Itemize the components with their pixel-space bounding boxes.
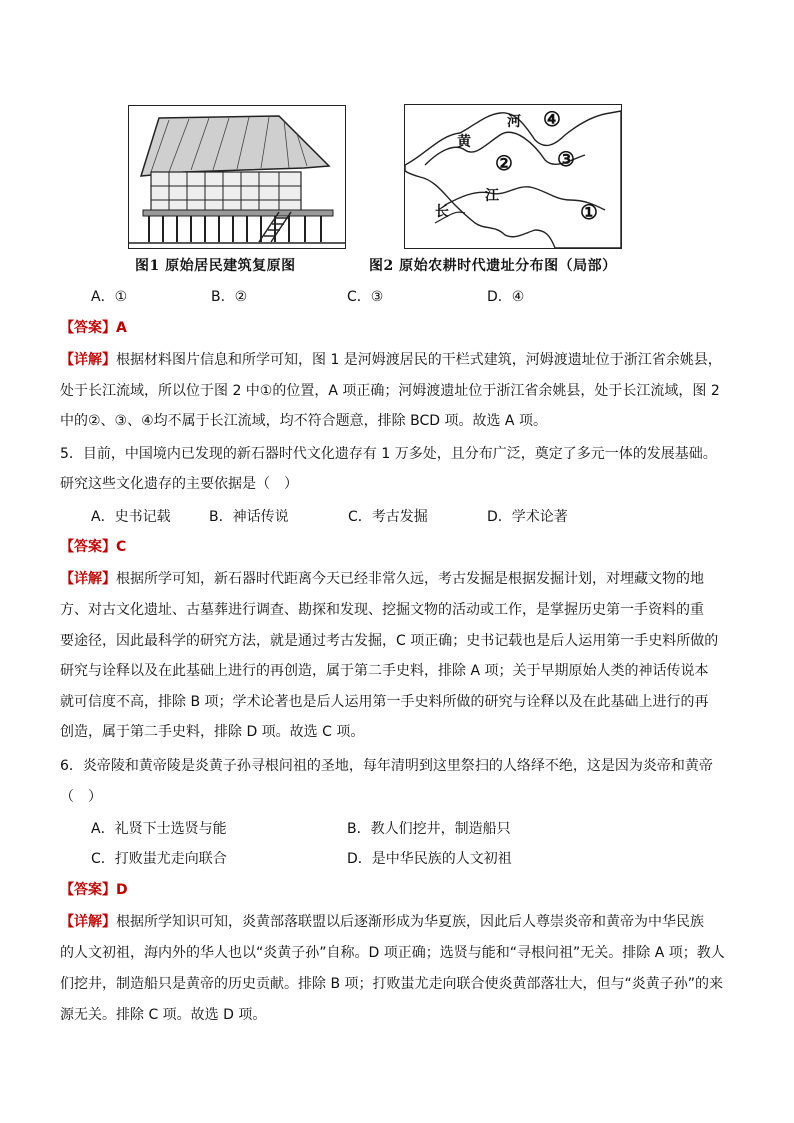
map-site-2: ②: [495, 151, 513, 175]
q4-detail-line-1: [60, 350, 722, 370]
q6-detail-line-1: [60, 912, 704, 932]
q6-stem-line-2: （ ）: [60, 789, 102, 805]
figure-2-caption: 图2 原始农耕时代遗址分布图（局部）: [369, 258, 617, 274]
q4-option-d: D．④: [487, 289, 525, 305]
q6-detail-line-4: 源无关。排除 C 项。故选 D 项。: [60, 1007, 267, 1023]
map-label-he: 河: [507, 114, 521, 130]
q5-stem-line-2: 研究这些文化遗存的主要依据是（ ）: [60, 476, 298, 492]
q6-option-c: C．打败蚩尤走向联合: [91, 851, 227, 867]
detail-tag: 【详解】: [60, 352, 116, 368]
q5-detail-line-1: [60, 569, 704, 589]
q4-option-a: A．①: [91, 289, 128, 305]
q6-option-b: B．教人们挖井，制造船只: [347, 821, 511, 837]
q4-answer: [60, 318, 127, 338]
q5-option-b: B．神话传说: [209, 509, 289, 525]
q5-stem-line-1: 5．目前，中国境内已发现的新石器时代文化遗存有 1 万多处，且分布广泛，奠定了多元一体的发展基础。: [60, 446, 717, 462]
detail-text: 根据材料图片信息和所学可知，图 1 是河姆渡居民的干栏式建筑，河姆渡遗址位于浙江省余姚县，: [116, 352, 722, 368]
figure-1-caption: 图1 原始居民建筑复原图: [135, 258, 296, 274]
q5-detail-line-3: 要途径，因此最科学的研究方法，就是通过考古发掘，C 项正确；史书记载也是后人运用第一手史料所做的: [60, 633, 719, 649]
q5-option-c: C．考古发掘: [348, 509, 428, 525]
q6-option-a: A．礼贤下士选贤与能: [91, 821, 227, 837]
q5-detail-line-6: 创造，属于第二手史料，排除 D 项。故选 C 项。: [60, 724, 365, 740]
q4-detail-line-3: 中的②、③、④均不属于长江流域，均不符合题意，排除 BCD 项。故选 A 项。: [60, 413, 547, 429]
q4-option-c: C．③: [347, 289, 384, 305]
answer-tag: 【答案】: [60, 539, 116, 555]
q6-option-d: D．是中华民族的人文初祖: [347, 851, 512, 867]
detail-text: 根据所学知识可知，炎黄部落联盟以后逐渐形成为华夏族，因此后人尊崇炎帝和黄帝为中华民族: [116, 914, 704, 930]
map-label-huang: 黄: [457, 134, 471, 150]
figure-1-house-image: [128, 105, 346, 249]
map-site-3: ③: [557, 147, 575, 171]
q5-option-a: A．史书记载: [91, 509, 171, 525]
detail-tag: 【详解】: [60, 571, 116, 587]
figure-2-map: [404, 104, 622, 249]
q6-detail-line-2: 的人文初祖，海内外的华人也以“炎黄子孙”自称。D 项正确；选贤与能和“寻根问祖”无关。排除 A 项；教人: [60, 945, 725, 961]
map-site-4: ④: [543, 107, 561, 131]
map-label-chang: 长: [435, 204, 449, 220]
q6-detail-line-3: 们挖井，制造船只是黄帝的历史贡献。排除 B 项；打败蚩尤走向联合使炎黄部落壮大，但与“炎黄子孙”的来: [60, 976, 724, 992]
answer-value: D: [116, 882, 128, 898]
q5-answer: [60, 537, 126, 557]
detail-tag: 【详解】: [60, 914, 116, 930]
answer-tag: 【答案】: [60, 320, 116, 336]
answer-value: A: [116, 320, 127, 336]
detail-text: 根据所学可知，新石器时代距离今天已经非常久远，考古发掘是根据发掘计划，对埋藏文物的地: [116, 571, 704, 587]
q6-answer: [60, 880, 128, 900]
q5-option-d: D．学术论著: [487, 509, 568, 525]
q6-stem-line-1: 6．炎帝陵和黄帝陵是炎黄子孙寻根问祖的圣地，每年清明到这里祭扫的人络绎不绝，这是因为炎帝和黄帝: [60, 758, 713, 774]
map-label-jiang: 江: [485, 188, 499, 204]
answer-value: C: [116, 539, 127, 555]
q4-detail-line-2: 处于长江流域，所以位于图 2 中①的位置，A 项正确；河姆渡遗址位于浙江省余姚县，处于长江流域，图 2: [60, 383, 720, 399]
q5-detail-line-5: 就可信度不高，排除 B 项；学术论著也是后人运用第一手史料所做的研究与诠释以及在此基础上进行的再: [60, 694, 709, 710]
answer-tag: 【答案】: [60, 882, 116, 898]
q4-option-b: B．②: [211, 289, 248, 305]
stilt-house-drawing: [129, 106, 345, 248]
q5-detail-line-4: 研究与诠释以及在此基础上进行的再创造，属于第二手史料，排除 A 项；关于早期原始人类的神话传说本: [60, 663, 709, 679]
map-site-1: ①: [580, 200, 598, 224]
q5-detail-line-2: 方、对古文化遗址、古墓葬进行调查、勘探和发现、挖掘文物的活动或工作，是掌握历史第一手资料的重: [60, 602, 704, 618]
